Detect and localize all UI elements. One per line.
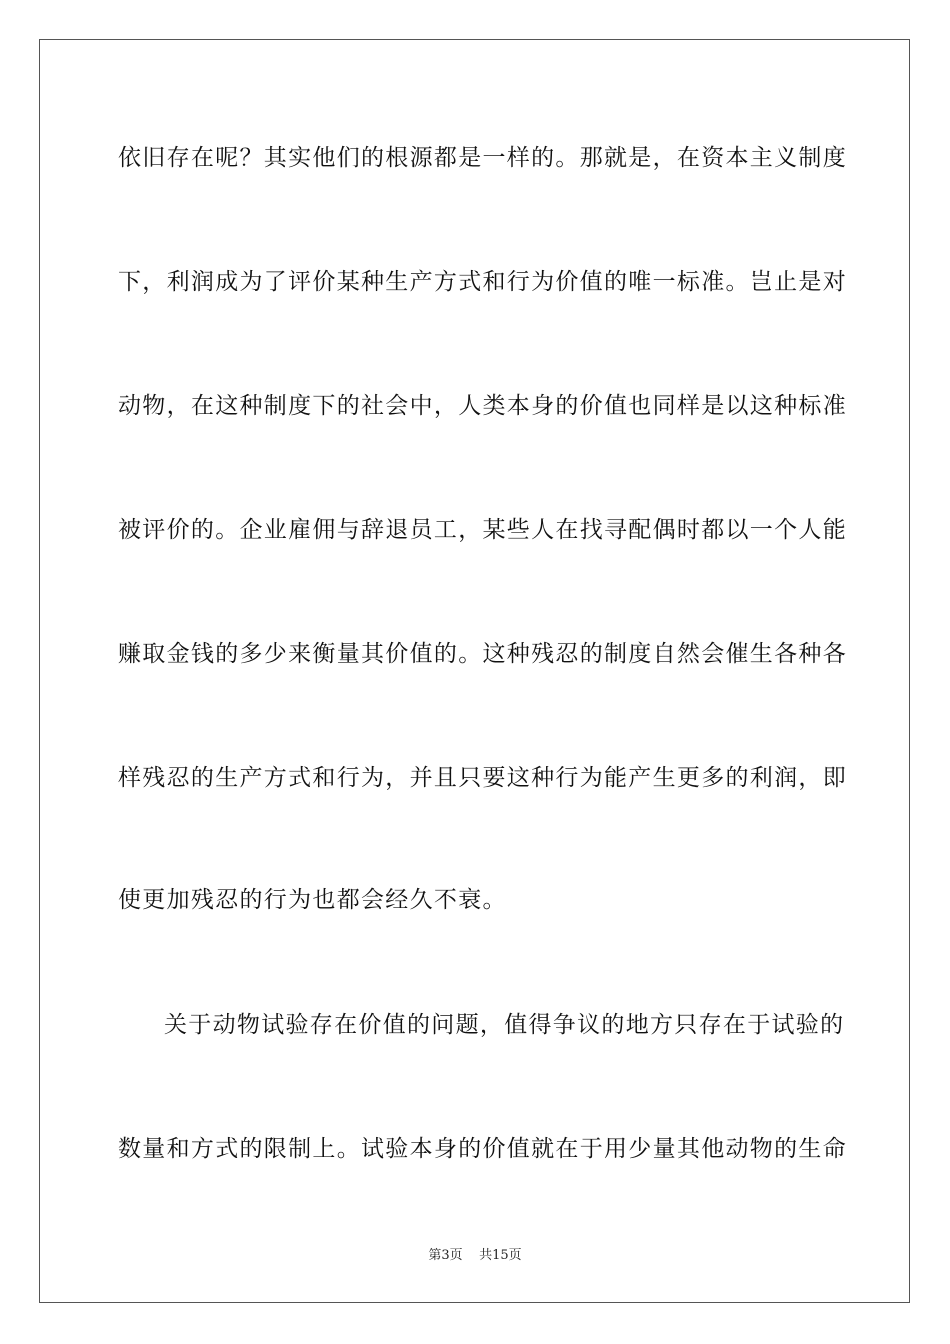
- body-text-line-6: 样残忍的生产方式和行为，并且只要这种行为能产生更多的利润，即: [118, 765, 847, 791]
- body-text-line-7: 使更加残忍的行为也都会经久不衰。: [118, 887, 507, 913]
- body-text-line-2: 下，利润成为了评价某种生产方式和行为价值的唯一标准。岂止是对: [118, 269, 847, 295]
- page-number: 第3页: [428, 1248, 463, 1263]
- body-text-line-3: 动物，在这种制度下的社会中，人类本身的价值也同样是以这种标准: [118, 393, 847, 419]
- body-text-line-1: 依旧存在呢？其实他们的根源都是一样的。那就是，在资本主义制度: [118, 145, 847, 171]
- body-text-line-4: 被评价的。企业雇佣与辞退员工，某些人在找寻配偶时都以一个人能: [118, 517, 847, 543]
- body-text-line-5: 赚取金钱的多少来衡量其价值的。这种残忍的制度自然会催生各种各: [118, 641, 847, 667]
- body-text-line-8: 关于动物试验存在价值的问题，值得争议的地方只存在于试验的: [164, 1012, 845, 1038]
- page-border: [39, 39, 910, 1303]
- total-pages: 共15页: [479, 1248, 522, 1263]
- body-text-line-9: 数量和方式的限制上。试验本身的价值就在于用少量其他动物的生命: [118, 1136, 847, 1162]
- page-footer: [0, 1248, 950, 1264]
